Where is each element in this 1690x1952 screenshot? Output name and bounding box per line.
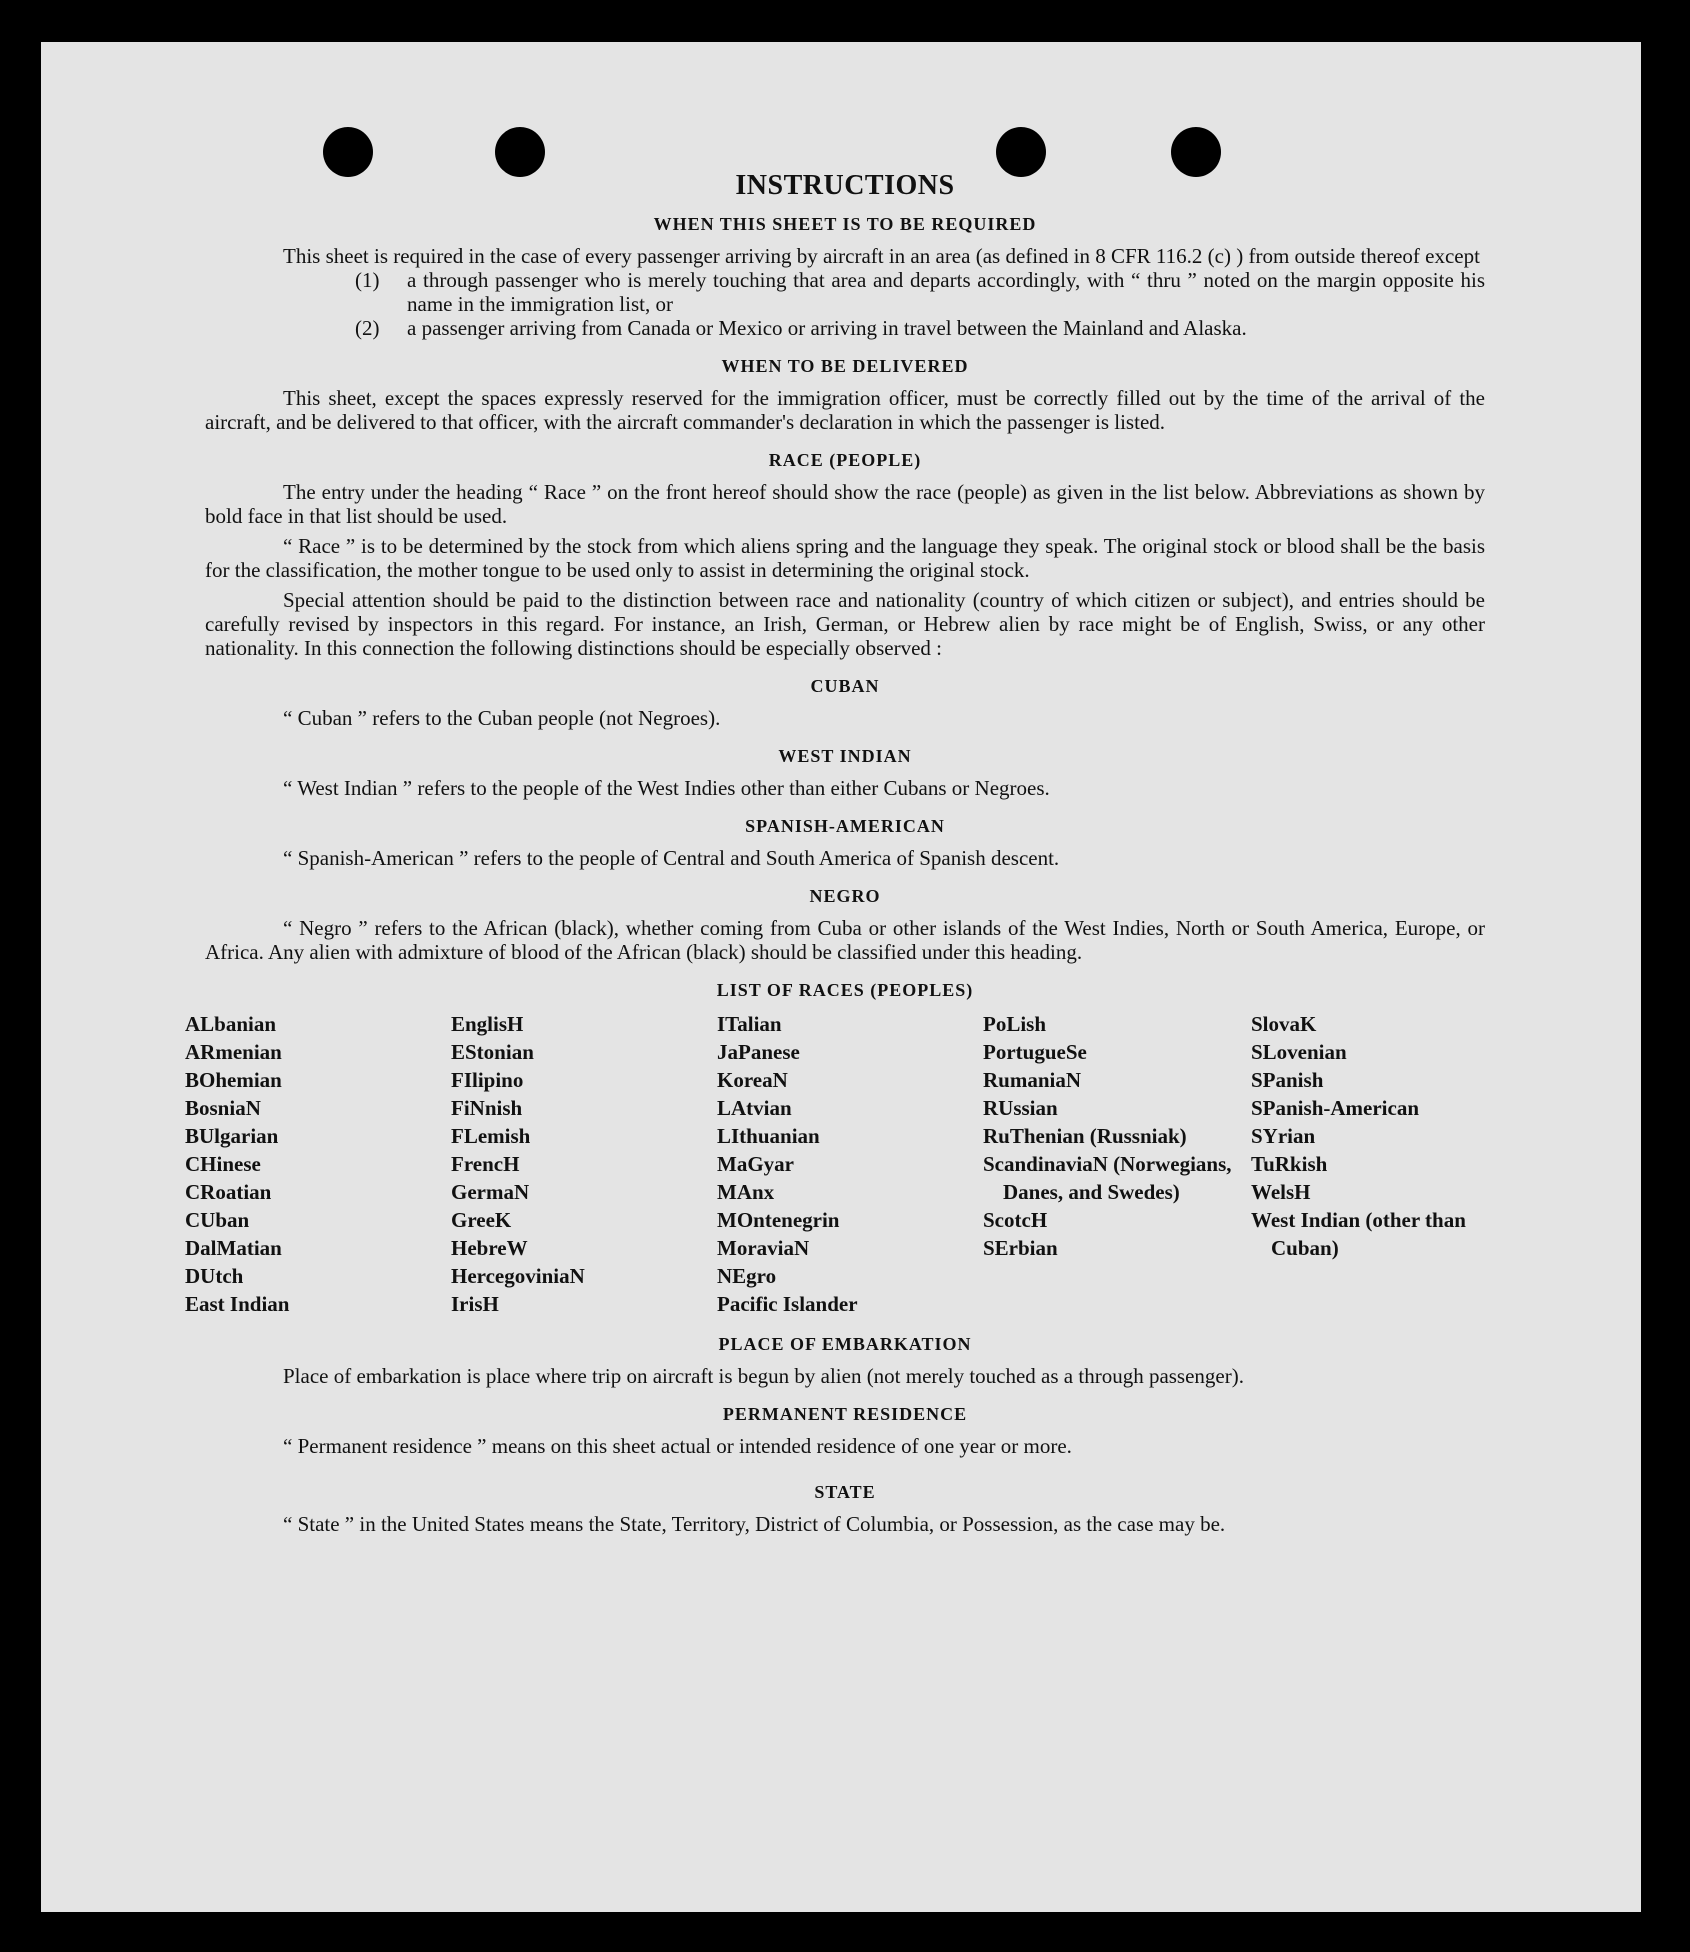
race-entry: RuThenian (Russniak) [983, 1124, 1187, 1148]
race-entry: PoLish [983, 1012, 1047, 1036]
race-column [717, 1010, 1003, 1318]
section-heading: STATE [814, 1482, 876, 1502]
section-heading: WHEN TO BE DELIVERED [721, 356, 969, 376]
section-heading: WHEN THIS SHEET IS TO BE REQUIRED [653, 214, 1037, 234]
race-column [983, 1010, 1271, 1318]
race-entry: DUtch [185, 1264, 244, 1288]
section-heading: PLACE OF EMBARKATION [718, 1334, 972, 1354]
race-entry: MoraviaN [717, 1236, 810, 1260]
paragraph: “ Negro ” refers to the African (black), whether coming from Cuba or other islands of the West Indies, North or South America, Europe, or Africa. Any alien with admixture of blood of the African (black) should be classified under this heading. [205, 916, 1485, 964]
race-list [185, 1010, 1485, 1318]
race-entry: GermaN [451, 1180, 530, 1204]
race-entry: East Indian [185, 1292, 290, 1316]
race-entry: SPanish-American [1251, 1096, 1419, 1120]
race-entry: BOhemian [185, 1068, 282, 1092]
race-entry: LIthuanian [717, 1124, 820, 1148]
race-entry: NEgro [717, 1264, 777, 1288]
race-entry: West Indian (other than Cuban) [1251, 1208, 1466, 1260]
race-entry: WelsH [1251, 1180, 1311, 1204]
paragraph: “ Spanish-American ” refers to the people of Central and South America of Spanish descent. [283, 846, 1060, 870]
race-entry: SYrian [1251, 1124, 1316, 1148]
race-entry: SPanish [1251, 1068, 1324, 1092]
race-entry: DalMatian [185, 1236, 282, 1260]
paragraph: “ West Indian ” refers to the people of the West Indies other than either Cubans or Negroes. [283, 776, 1050, 800]
paragraph: “ State ” in the United States means the State, Territory, District of Columbia, or Possession, as the case may be. [283, 1512, 1226, 1536]
race-entry: RumaniaN [983, 1068, 1082, 1092]
section-heading: LIST OF RACES (PEOPLES) [716, 980, 974, 1000]
section-heading: RACE (PEOPLE) [768, 450, 922, 470]
page-title: INSTRUCTIONS [735, 170, 955, 201]
race-entry: CUban [185, 1208, 250, 1232]
paragraph: “ Cuban ” refers to the Cuban people (not Negroes). [283, 706, 721, 730]
race-entry: CRoatian [185, 1180, 272, 1204]
race-column [451, 1010, 737, 1318]
race-entry: ScotcH [983, 1208, 1048, 1232]
section-heading: NEGRO [809, 886, 881, 906]
race-entry: EStonian [451, 1040, 534, 1064]
race-entry: HercegoviniaN [451, 1264, 585, 1288]
race-entry: KoreaN [717, 1068, 788, 1092]
race-entry: ScandinaviaN (Norwegians, Danes, and Swedes) [983, 1152, 1232, 1204]
race-entry: SErbian [983, 1236, 1058, 1260]
section-heading: WEST INDIAN [778, 746, 912, 766]
race-entry: FIlipino [451, 1068, 524, 1092]
paragraph: Special attention should be paid to the distinction between race and nationality (country of which citizen or subject), and entries should be carefully revised by inspectors in this regard. For instance, an Irish, German, or Hebrew alien by race might be of English, Swiss, or any other nationality. In this connection the following distinctions should be especially observed : [205, 588, 1485, 660]
race-entry: SlovaK [1251, 1012, 1317, 1036]
paragraph: This sheet, except the spaces expressly reserved for the immigration officer, must be correctly filled out by the time of the arrival of the aircraft, and be delivered to that officer, with the aircraft commander's declaration in which the passenger is listed. [205, 386, 1485, 434]
race-entry: ITalian [717, 1012, 782, 1036]
race-entry: RUssian [983, 1096, 1058, 1120]
race-entry: FrencH [451, 1152, 520, 1176]
section-heading: SPANISH-AMERICAN [745, 816, 945, 836]
race-entry: EnglisH [451, 1012, 524, 1036]
paragraph: The entry under the heading “ Race ” on the front hereof should show the race (people) as given in the list below. Abbreviations as shown by bold face in that list should be used. [205, 480, 1485, 528]
section-heading: CUBAN [810, 676, 880, 696]
race-entry: IrisH [451, 1292, 499, 1316]
race-entry: TuRkish [1251, 1152, 1328, 1176]
race-entry: MOntenegrin [717, 1208, 840, 1232]
race-column [1251, 1010, 1485, 1318]
paragraph: This sheet is required in the case of every passenger arriving by aircraft in an area (as defined in 8 CFR 116.2 (c) ) from outside thereof except [283, 244, 1480, 268]
section-heading: PERMANENT RESIDENCE [722, 1404, 968, 1424]
paragraph: “ Permanent residence ” means on this sheet actual or intended residence of one year or more. [283, 1434, 1072, 1458]
race-entry: ALbanian [185, 1012, 277, 1036]
race-entry: FiNnish [451, 1096, 523, 1120]
race-entry: FLemish [451, 1124, 531, 1148]
race-entry: BosniaN [185, 1096, 261, 1120]
list-item: (2) a passenger arriving from Canada or Mexico or arriving in travel between the Mainland and Alaska. [355, 316, 1247, 340]
race-entry: JaPanese [717, 1040, 800, 1064]
race-entry: GreeK [451, 1208, 512, 1232]
race-entry: HebreW [451, 1236, 528, 1260]
race-entry: LAtvian [717, 1096, 792, 1120]
paragraph: Place of embarkation is place where trip on aircraft is begun by alien (not merely touched as a through passenger). [283, 1364, 1244, 1388]
race-entry: CHinese [185, 1152, 261, 1176]
race-entry: PortugueSe [983, 1040, 1087, 1064]
race-entry: SLovenian [1251, 1040, 1347, 1064]
race-column [185, 1010, 471, 1318]
race-entry: Pacific Islander [717, 1292, 858, 1316]
race-entry: MaGyar [717, 1152, 794, 1176]
race-entry: BUlgarian [185, 1124, 279, 1148]
race-entry: ARmenian [185, 1040, 282, 1064]
race-entry: MAnx [717, 1180, 775, 1204]
instructions-body [185, 170, 1485, 1536]
paragraph: “ Race ” is to be determined by the stock from which aliens spring and the language they speak. The original stock or blood shall be the basis for the classification, the mother tongue to be used only to assist in determining the original stock. [205, 534, 1485, 582]
list-item: (1) a through passenger who is merely touching that area and departs accordingly, with “ thru ” noted on the margin opposite his name in the immigration list, or [355, 268, 1485, 316]
